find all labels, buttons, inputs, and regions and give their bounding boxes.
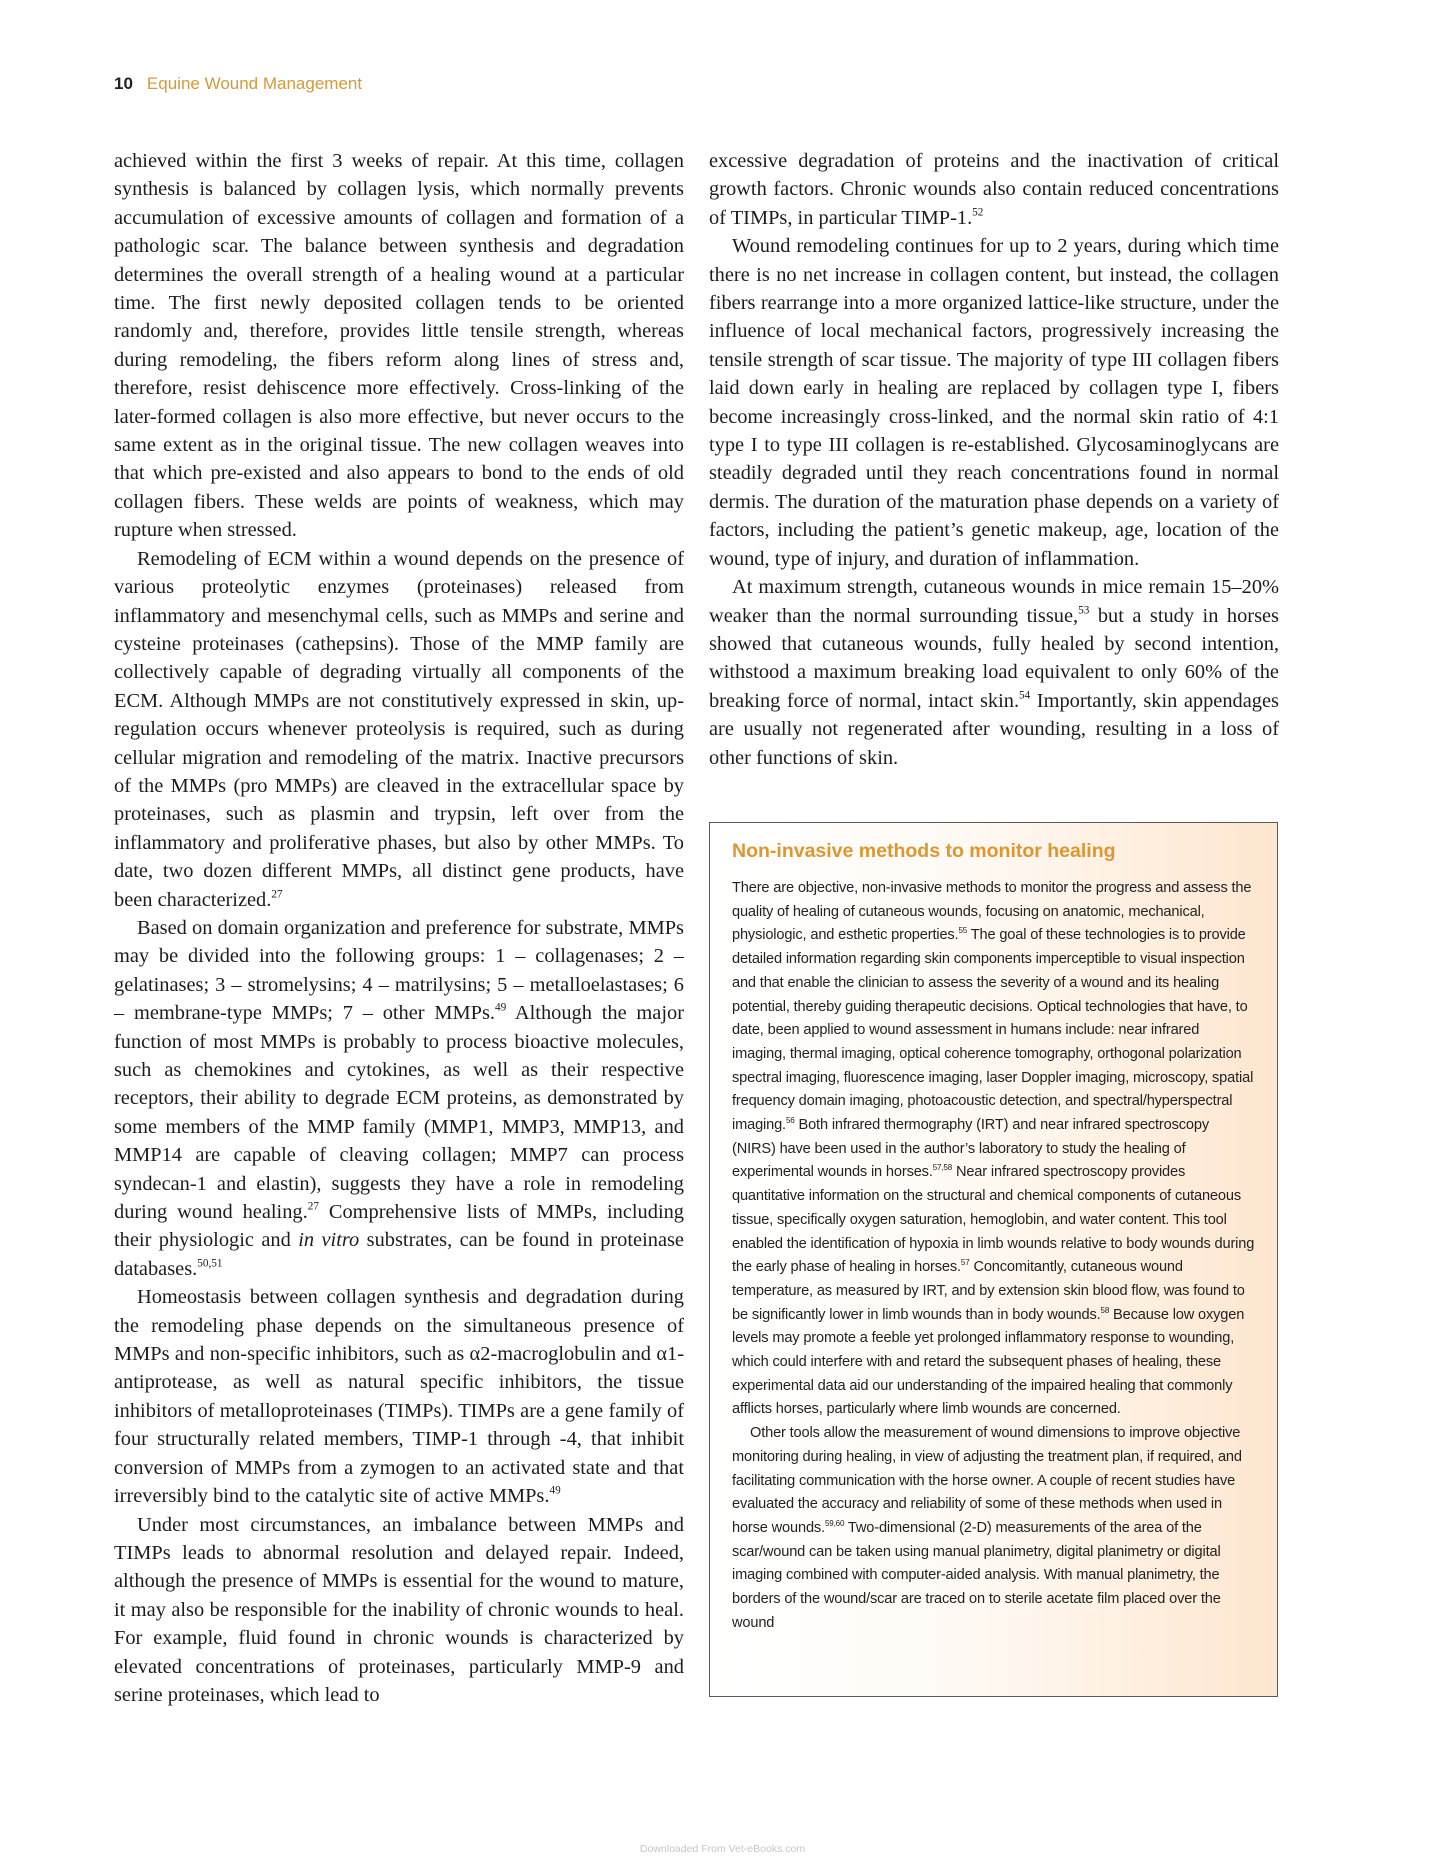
citation: 52 [972, 206, 984, 219]
box-paragraph-1: There are objective, non-invasive methods to monitor the progress and assess the quality of healing of cutaneous wounds, focusing on anatomic, mechanical, physiologic, and esthetic properties.$^{55}$ The goal of these technologies is to provide detailed information regarding skin components imperceptible to visual inspection and that enable the clinician to assess the severity of a wound and its healing potential, thereby guiding therapeutic decisions. Optical technologies that have, to date, been applied to wound assessment in humans include: near infrared imaging, thermal imaging, optical coherence tomography, orthogonal polarization spectral imaging, fluorescence imaging, laser Doppler imaging, microscopy, spatial frequency domain imaging, photoacoustic detection, and spectral/hyperspectral imaging.$^{56}$ Both infrared thermography (IRT) and near infrared spectroscopy (NIRS) have been used in the author’s laboratory to study the healing of experimental wounds in horses.$^{57,58}$ Near infrared spectroscopy provides quantitative information on the structural and chemical components of cutaneous tissue, specifically oxygen saturation, hemoglobin, and water content. This tool enabled the identification of hypoxia in limb wounds relative to body wounds during the early phase of healing in horses.$^{57}$ Concomitantly, cutaneous wound temperature, as measured by IRT, and by extension skin blood flow, was found to be significantly lower in limb wounds than in body wounds.$^{58}$ Because low oxygen levels may promote a feeble yet prolonged inflammatory response to wounding, which could interfere with and retard the subsequent phases of healing, these experimental data aid our understanding of the impaired healing that commonly afflicts horses, particularly where limb wounds are concerned. [732, 880, 1255, 1418]
citation: 56 [785, 1116, 795, 1126]
citation: 53 [1078, 604, 1090, 617]
citation: 27 [307, 1200, 319, 1213]
citation: 57,58 [932, 1163, 953, 1173]
running-header [114, 74, 362, 94]
citation: 58 [1100, 1305, 1110, 1315]
left-column [114, 147, 684, 1709]
citation: 54 [1019, 689, 1031, 702]
citation: 57 [960, 1258, 970, 1268]
left-paragraph-4: Homeostasis between collagen synthesis and degradation during the remodeling phase depends on the simultaneous presence of MMPs and non-specific inhibitors, such as α2-macroglobulin and α1-antiprotease, as well as natural specific inhibitors, the tissue inhibitors of metalloproteinases (TIMPs). TIMPs are a gene family of four structurally related members, TIMP-1 through -4, that inhibit conversion of MMPs from a zymogen to an activated state and that irreversibly bind to the catalytic site of active MMPs.$^{49}$ [114, 1286, 684, 1508]
left-paragraph-1: achieved within the first 3 weeks of repair. At this time, collagen synthesis is balanced by collagen lysis, which normally prevents accumulation of excessive amounts of collagen and formation of a pathologic scar. The balance between synthesis and degradation determines the overall strength of a healing wound at a particular time. The first newly deposited collagen tends to be oriented randomly and, therefore, provides little tensile strength, whereas during remodeling, the fibers reform along lines of stress and, therefore, resist dehiscence more effectively. Cross-linking of the later-formed collagen is also more effective, but never occurs to the same extent as in the original tissue. The new collagen weaves into that which pre-existed and also appears to bond to the ends of old collagen fibers. These welds are points of weakness, which may rupture when stressed. [114, 150, 684, 542]
box-paragraph-2: Other tools allow the measurement of wound dimensions to improve objective monitoring during healing, in view of adjusting the treatment plan, if required, and facilitating communication with the horse owner. A couple of recent studies have evaluated the accuracy and reliability of some of these methods when used in horse wounds.$^{59,60}$ Two-dimensional (2-D) measurements of the area of the scar/wound can be taken using manual planimetry, digital planimetry or digital imaging combined with computer-aided analysis. With manual planimetry, the borders of the wound/scar are traced on to sterile acetate film placed over the wound [732, 1425, 1242, 1631]
right-paragraph-1: excessive degradation of proteins and the inactivation of critical growth factors. Chronic wounds also contain reduced concentrations of TIMPs, in particular TIMP-1.52 [709, 150, 1279, 229]
book-title: Equine Wound Management [146, 74, 363, 93]
sidebar-box [709, 822, 1278, 1697]
right-column [709, 147, 1279, 772]
left-paragraph-2: Remodeling of ECM within a wound depends on the presence of various proteolytic enzymes (proteinases) released from inflammatory and mesenchymal cells, such as MMPs and serine and cysteine proteinases (cathepsins). Those of the MMP family are collectively capable of degrading virtually all components of the ECM. Although MMPs are not constitutively expressed in skin, up-regulation occurs whenever proteolysis is required, such as during cellular migration and remodeling of the matrix. Inactive precursors of the MMPs (pro MMPs) are cleaved in the extracellular space by proteinases, such as plasmin and trypsin, left over from the inflammatory and proliferative phases, but also by other MMPs. To date, two dozen different MMPs, all distinct gene products, have been characterized.$^{27}$ [114, 547, 684, 911]
citation: 49 [549, 1484, 561, 1497]
right-paragraph-3: At maximum strength, cutaneous wounds in mice remain 15–20% weaker than the normal surrounding tissue,$^{53}$ but a study in horses showed that cutaneous wounds, fully healed by second intention, withstood a maximum breaking load equivalent to only 60% of the breaking force of normal, intact skin.$^{54}$ Importantly, skin appendages are usually not regenerated after wounding, resulting in a loss of other functions of skin. [709, 576, 1279, 769]
citation: 49 [495, 1001, 507, 1014]
citation: 59,60 [824, 1518, 845, 1528]
right-paragraph-2: Wound remodeling continues for up to 2 years, during which time there is no net increase in collagen content, but instead, the collagen fibers rearrange into a more organized lattice-like structure, under the influence of local mechanical factors, progressively increasing the tensile strength of scar tissue. The majority of type III collagen fibers laid down early in healing are replaced by collagen type I, fibers become increasingly cross-linked, and the normal skin ratio of 4:1 type I to type III collagen is re-established. Glycosaminoglycans are steadily degraded until they reach concentrations found in normal dermis. The duration of the maturation phase depends on a variety of factors, including the patient’s genetic makeup, age, location of the wound, type of injury, and duration of inflammation. [709, 235, 1279, 570]
box-title: Non-invasive methods to monitor healing [732, 840, 1116, 862]
left-paragraph-3: Based on domain organization and preference for substrate, MMPs may be divided into the following groups: 1 – collagenases; 2 – gelatinases; 3 – stromelysins; 4 – matrilysins; 5 – metalloelastases; 6 – membrane-type MMPs; 7 – other MMPs.$^{49}$ Although the major function of most MMPs is probably to process bioactive molecules, such as chemokines and cytokines, as well as their respective receptors, their ability to degrade ECM proteins, as demonstrated by some members of the MMP family (MMP1, MMP3, MMP13, and MMP14 are capable of cleaving collagen; MMP7 can process syndecan-1 and elastin), suggests they have a role in remodeling during wound healing.$^{27}$ Comprehensive lists of MMPs, including their physiologic and in vitro substrates, can be found in proteinase databases.$^{50,51}$ [114, 916, 684, 1280]
download-footer: Downloaded From Vet-eBooks.com [639, 1843, 806, 1855]
left-paragraph-5: Under most circumstances, an imbalance between MMPs and TIMPs leads to abnormal resolution and delayed repair. Indeed, although the presence of MMPs is essential for the wound to mature, it may also be responsible for the inability of chronic wounds to heal. For example, fluid found in chronic wounds is characterized by elevated concentrations of proteinases, particularly MMP-9 and serine proteinases, which lead to [114, 1513, 684, 1706]
citation: 55 [958, 926, 968, 936]
citation: 50,51 [197, 1257, 223, 1270]
citation: 27 [271, 888, 283, 901]
page-number: 10 [114, 74, 133, 93]
